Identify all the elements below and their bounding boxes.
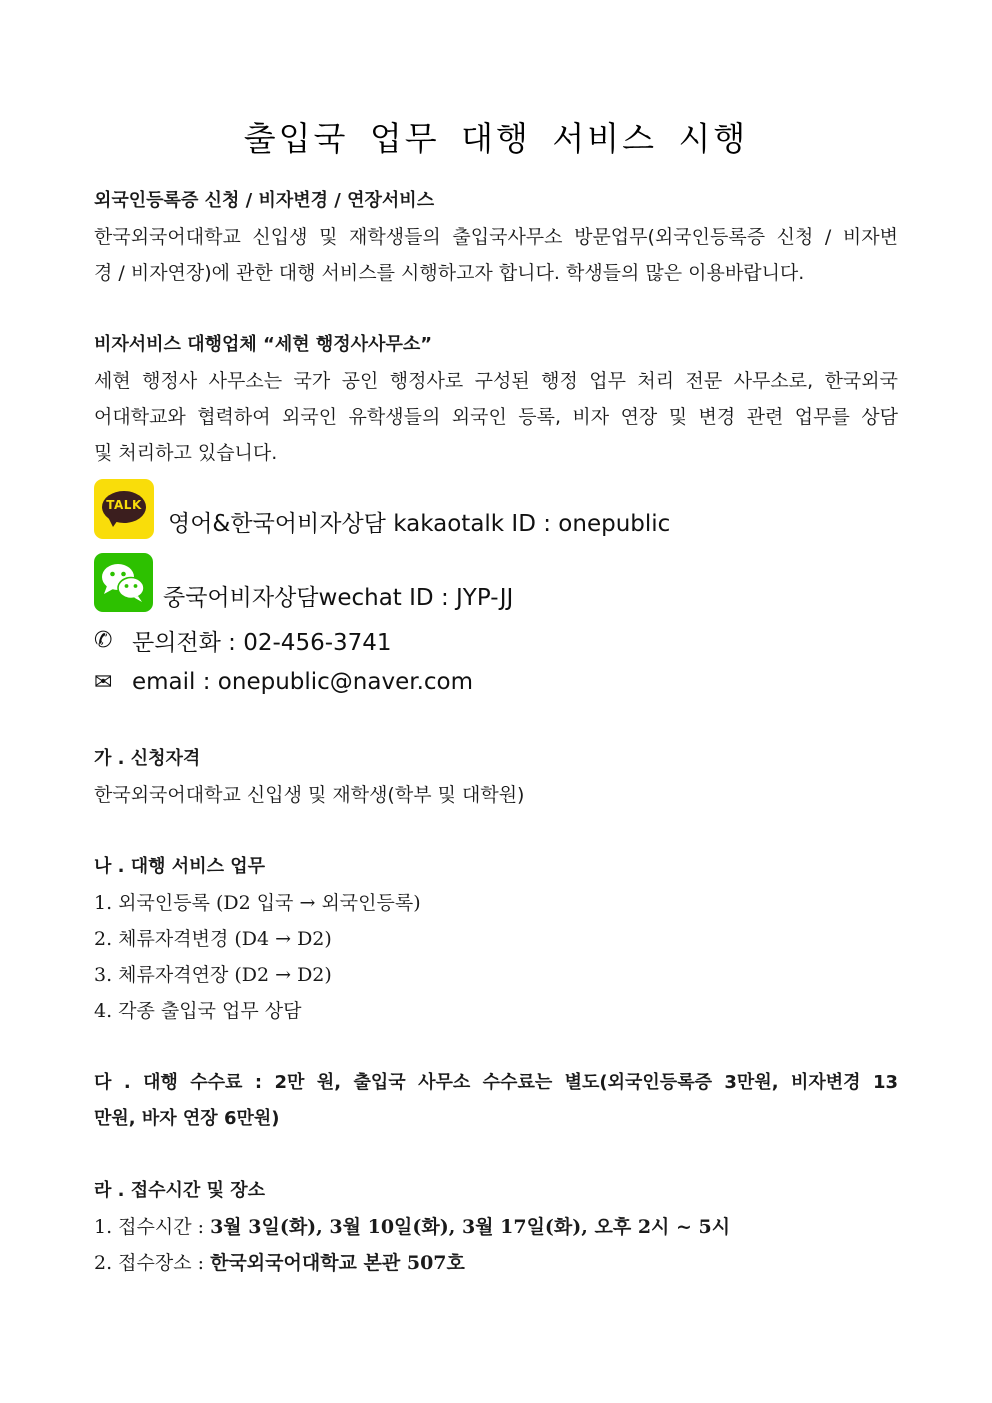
section-ga-body: 한국외국어대학교 신입생 및 재학생(학부 및 대학원): [94, 784, 525, 806]
kakaotalk-badge-label: TALK: [106, 498, 142, 512]
email-contact: [94, 669, 473, 695]
intro-heading: 외국인등록증 신청 / 비자변경 / 연장서비스: [94, 190, 435, 211]
section-ra-item-2-label: 2. 접수장소 :: [94, 1252, 211, 1274]
agency-paragraph-line-2: 어대학교와 협력하여 외국인 유학생들의 외국인 등록, 비자 연장 및 변경 관련 업무를 상담: [94, 406, 898, 428]
phone-contact-text: 문의전화 : 02-456-3741: [132, 630, 392, 656]
section-na-heading: 나 . 대행 서비스 업무: [94, 856, 266, 877]
list-item: 1. 외국인등록 (D2 입국 → 외국인등록): [94, 892, 421, 914]
section-ra-heading: 라 . 접수시간 및 장소: [94, 1180, 266, 1201]
agency-paragraph-line-3: 및 처리하고 있습니다.: [94, 442, 278, 464]
agency-paragraph-line-1: 세현 행정사 사무소는 국가 공인 행정사로 구성된 행정 업무 처리 전문 사무소로, 한국외국: [94, 370, 898, 392]
kakao-contact: [94, 479, 670, 539]
envelope-icon: ✉: [94, 669, 113, 695]
wechat-icon: [94, 553, 153, 612]
kakao-contact-text: 영어&한국어비자상담 kakaotalk ID : onepublic: [168, 510, 671, 537]
page-title: 출입국 업무 대행 서비스 시행: [243, 119, 749, 158]
section-ra-item-1-value: 3월 3일(화), 3월 10일(화), 3월 17일(화), 오후 2시 ~ 5시: [210, 1216, 731, 1238]
agency-heading: 비자서비스 대행업체 “세현 행정사사무소”: [94, 334, 433, 355]
section-ra-item-2-value: 한국외국어대학교 본관 507호: [210, 1252, 465, 1274]
section-ga-heading: 가 . 신청자격: [94, 748, 201, 769]
section-ra-item-2: [94, 1250, 898, 1276]
wechat-contact: [94, 553, 513, 612]
list-item: 4. 각종 출입국 업무 상담: [94, 1000, 302, 1022]
phone-icon: ✆: [94, 628, 113, 653]
email-contact-text: email : onepublic@naver.com: [132, 669, 474, 695]
kakaotalk-icon: [94, 479, 154, 539]
wechat-contact-text: 중국어비자상담wechat ID : JYP-JJ: [163, 585, 514, 611]
list-item: 3. 체류자격연장 (D2 → D2): [94, 964, 332, 986]
list-item: 2. 체류자격변경 (D4 → D2): [94, 928, 332, 950]
section-ra-item-1-label: 1. 접수시간 :: [94, 1216, 211, 1238]
section-ra-item-1: [94, 1214, 898, 1240]
intro-paragraph-line-1: 한국외국어대학교 신입생 및 재학생들의 출입국사무소 방문업무(외국인등록증 신청 / 비자변: [94, 226, 898, 248]
section-da-line-1: 다 . 대행 수수료 : 2만 원, 출입국 사무소 수수료는 별도(외국인등록증 3만원, 비자변경 13: [94, 1072, 898, 1093]
intro-paragraph-line-2: 경 / 비자연장)에 관한 대행 서비스를 시행하고자 합니다. 학생들의 많은 이용바랍니다.: [94, 262, 805, 284]
phone-contact: [94, 624, 392, 657]
section-da-line-2: 만원, 바자 연장 6만원): [94, 1108, 280, 1129]
